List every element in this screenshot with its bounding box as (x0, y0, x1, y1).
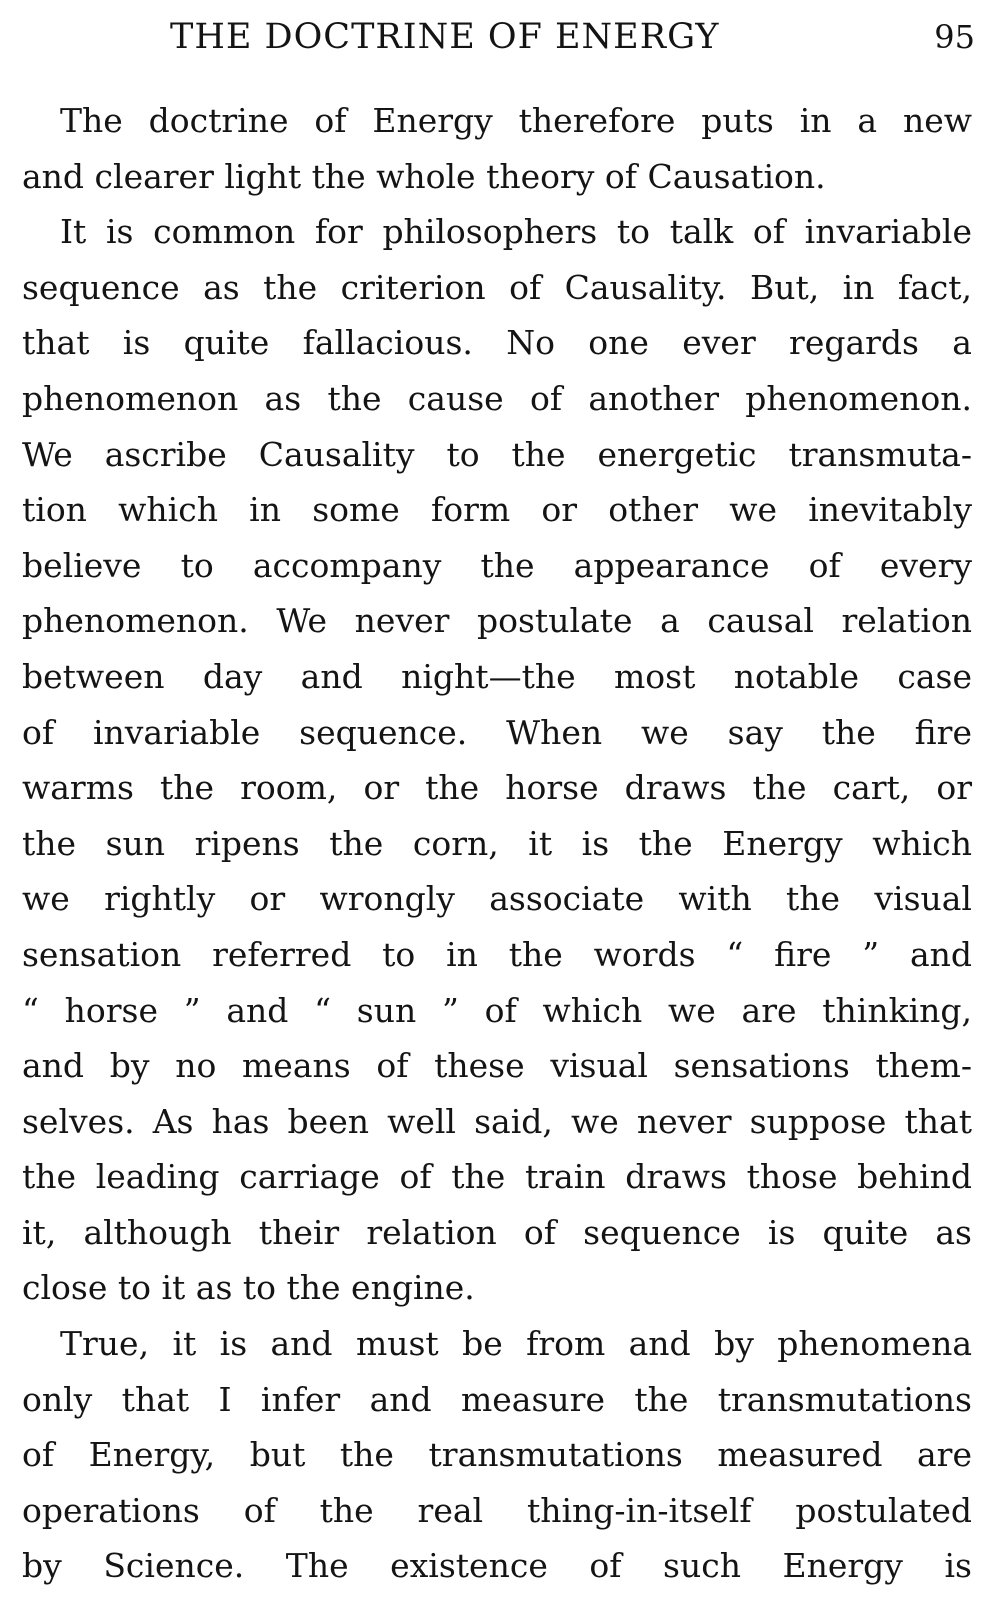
text-line: and by no means of these visual sensations them- (22, 1046, 972, 1086)
body-text (22, 93, 972, 1594)
text-line: believe to accompany the appearance of every (22, 545, 972, 585)
text-line: close to it as to the engine. (22, 1268, 475, 1308)
paragraph-1 (22, 93, 972, 204)
text-line: between day and night—the most notable case (22, 656, 972, 696)
text-line: True, it is and must be from and by phenomena (60, 1324, 972, 1364)
text-line: of invariable sequence. When we say the fire (22, 712, 972, 752)
text-line: It is common for philosophers to talk of invariable (60, 212, 972, 252)
text-line: by Science. The existence of such Energy is (22, 1546, 972, 1586)
text-line: and clearer light the whole theory of Causation. (22, 156, 826, 196)
text-line: sequence as the criterion of Causality. But, in fact, (22, 267, 972, 307)
paragraph-2 (22, 204, 972, 1316)
text-line: warms the room, or the horse draws the cart, or (22, 768, 972, 808)
running-title: THE DOCTRINE OF ENERGY (170, 17, 720, 57)
text-line: the leading carriage of the train draws those behind (22, 1157, 972, 1197)
text-line: selves. As has been well said, we never suppose that (22, 1101, 972, 1141)
text-line: “ horse ” and “ sun ” of which we are thinking, (22, 990, 972, 1030)
text-line: We ascribe Causality to the energetic transmuta- (22, 434, 972, 474)
text-line: sensation referred to in the words “ fire ” and (22, 934, 972, 974)
text-line: only that I infer and measure the transmutations (22, 1379, 972, 1419)
text-line: that is quite fallacious. No one ever regards a (22, 323, 972, 363)
text-line: we rightly or wrongly associate with the visual (22, 879, 972, 919)
text-line: the sun ripens the corn, it is the Energy which (22, 823, 972, 863)
text-line: The doctrine of Energy therefore puts in a new (60, 101, 972, 140)
page-number: 95 (934, 18, 975, 56)
text-line: phenomenon. We never postulate a causal relation (22, 601, 972, 641)
text-line: tion which in some form or other we inevitably (22, 490, 972, 530)
running-head (20, 12, 975, 62)
text-line: operations of the real thing-in-itself postulated (22, 1490, 972, 1530)
text-line: of Energy, but the transmutations measured are (22, 1435, 972, 1475)
text-line: phenomenon as the cause of another phenomenon. (22, 378, 972, 418)
text-line: it, although their relation of sequence is quite as (22, 1212, 972, 1252)
paragraph-3 (22, 1316, 972, 1594)
